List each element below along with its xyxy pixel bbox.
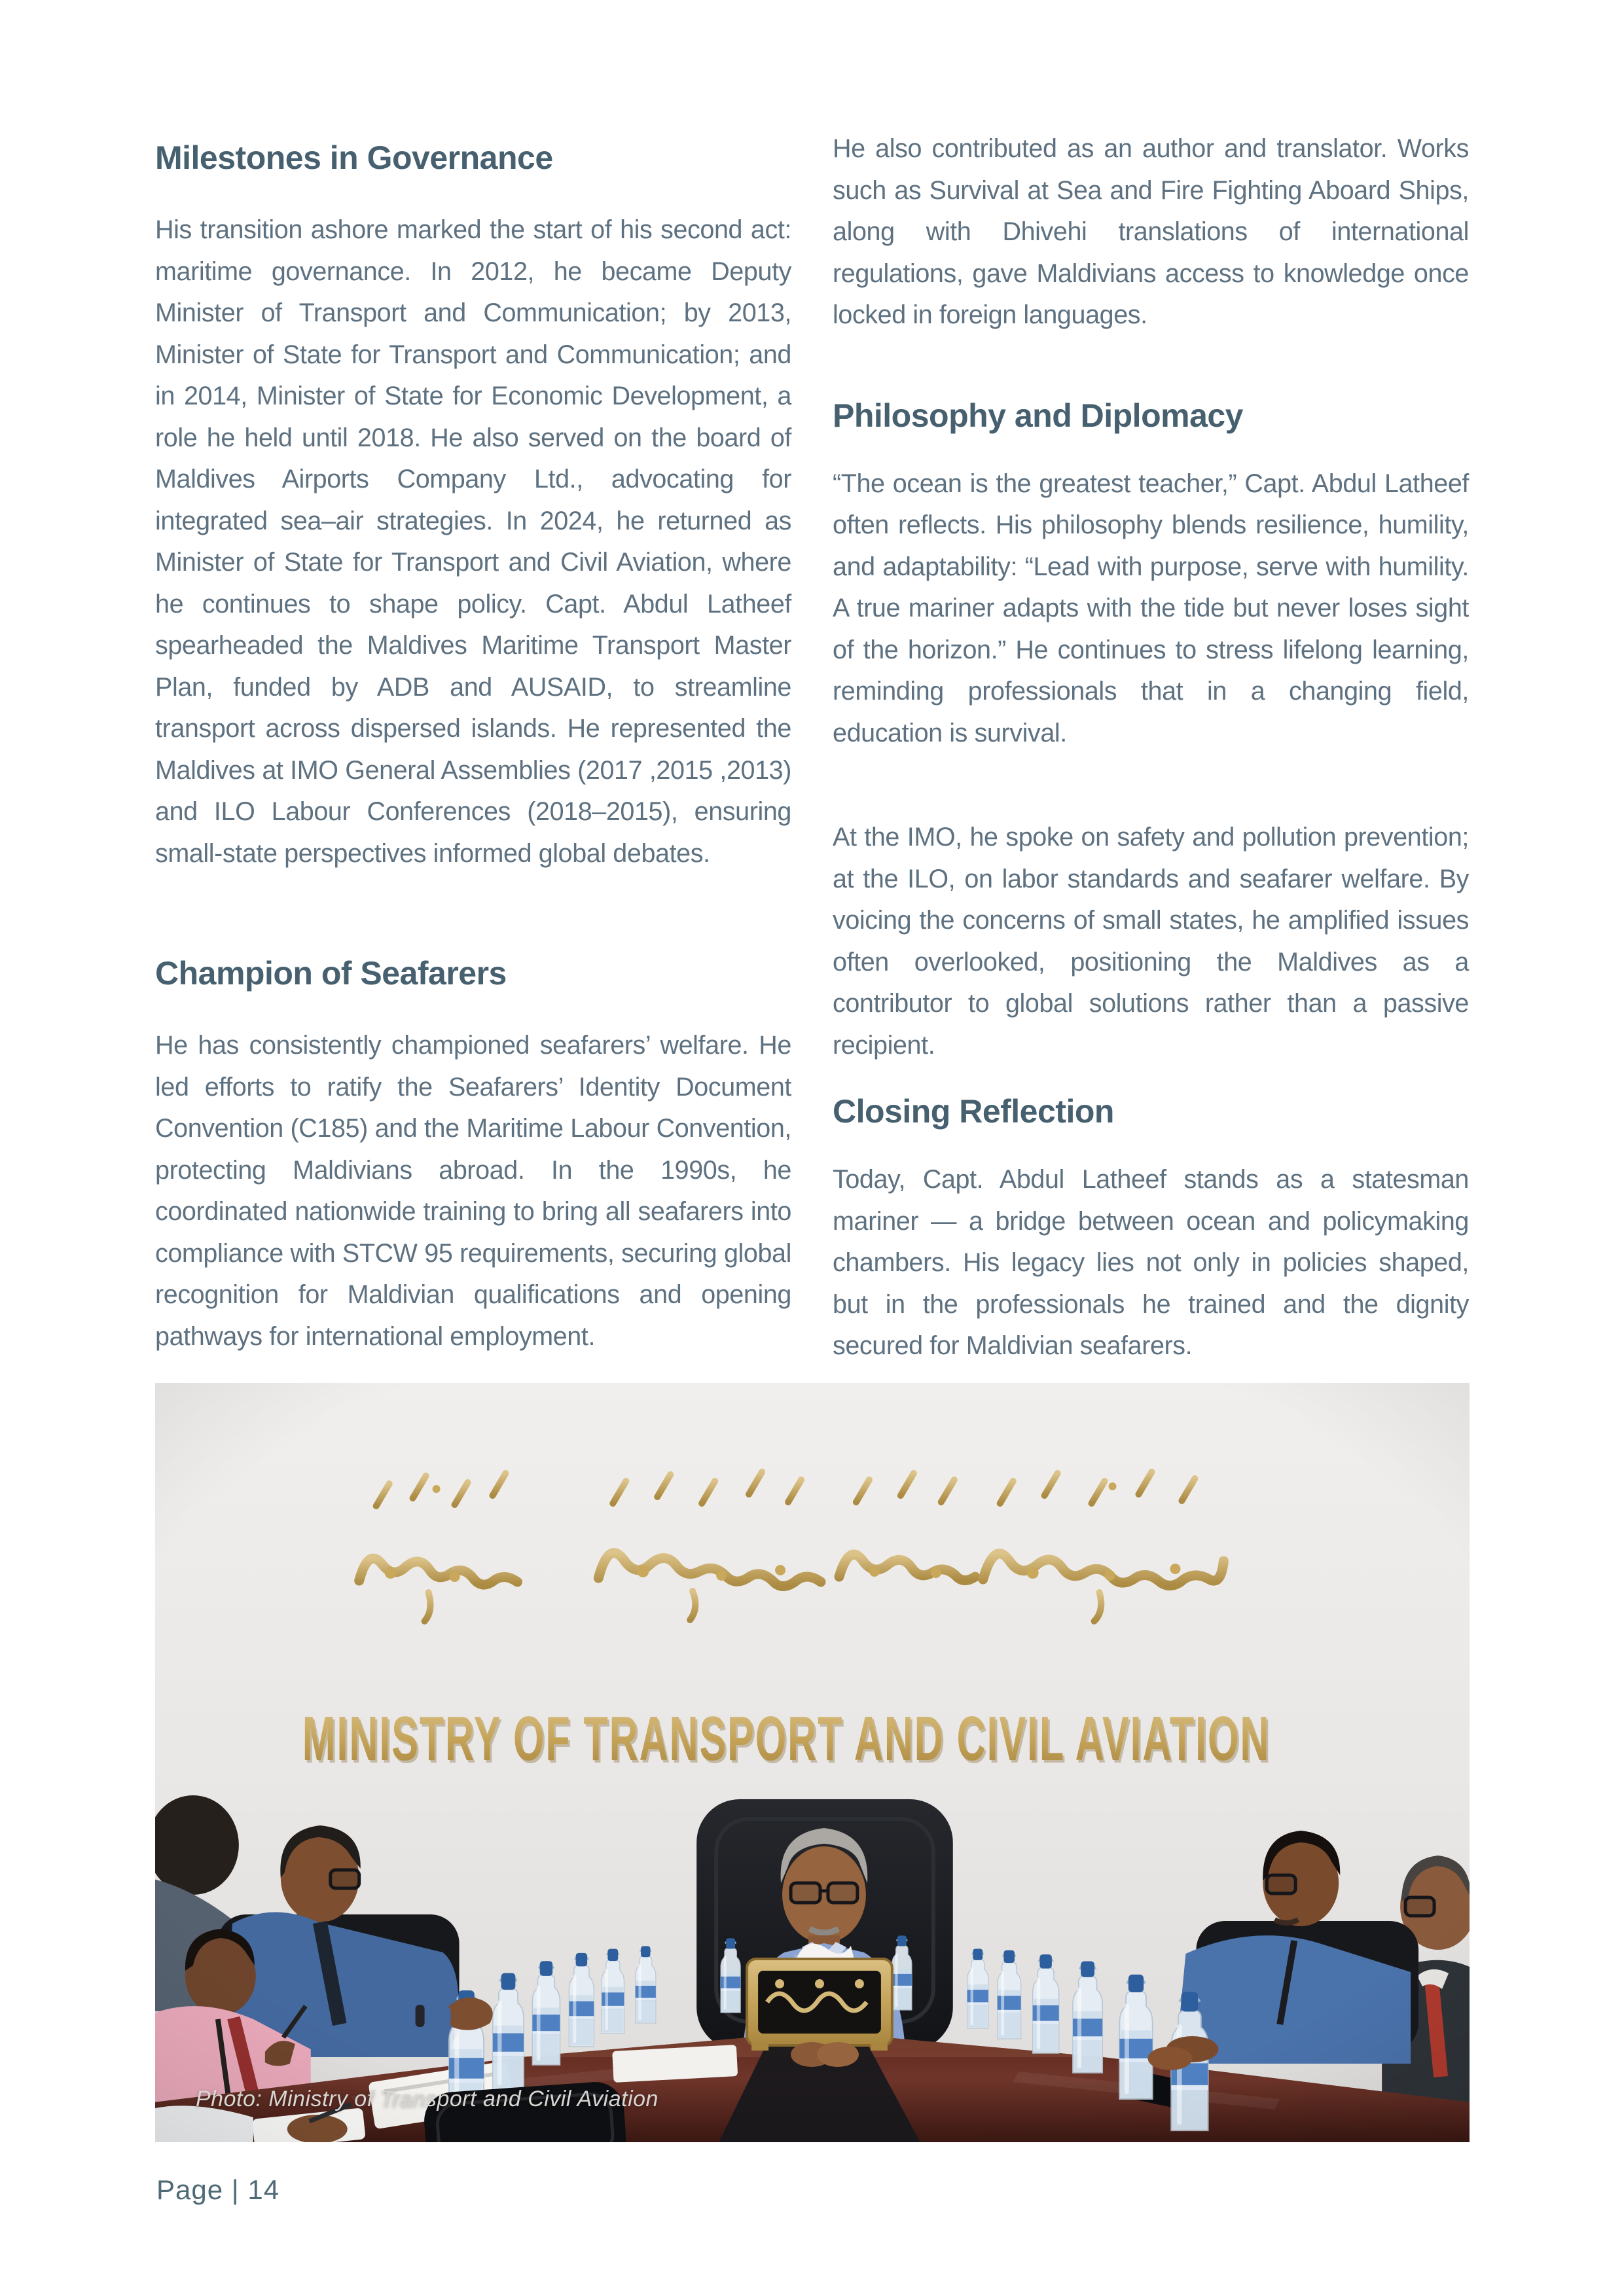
paragraph-philosophy-2: At the IMO, he spoke on safety and pollution prevention; at the ILO, on labor standards and seafarer welfare. By voicing the concerns of small states, he amplified issues often overlooked, positioning the Maldives as a contributor to global solutions rather than a passive recipient.	[833, 823, 1469, 1060]
paragraph-author-translator: He also contributed as an author and translator. Works such as Survival at Sea and Fire Fighting Aboard Ships, along with Dhivehi translations of international regulations, gave Maldivians access to knowledge once locked in foreign languages.	[833, 134, 1469, 329]
heading-closing-reflection: Closing Reflection	[833, 1093, 1114, 1130]
heading-milestones-in-governance: Milestones in Governance	[155, 139, 553, 176]
meeting-photo	[155, 1383, 1470, 2142]
paragraph-philosophy-1: “The ocean is the greatest teacher,” Capt. Abdul Latheef often reflects. His philosophy blends resilience, humility, and adaptability: “Lead with purpose, serve with humility. A true mariner adapts with the tide but never loses sight of the horizon.” He continues to stress lifelong learning, reminding professionals that in a changing field, education is survival.	[833, 469, 1469, 747]
photo-vignette	[155, 1383, 1470, 2142]
meeting-photo-illustration	[155, 1383, 1470, 2142]
page-number: Page | 14	[156, 2174, 280, 2205]
heading-champion-of-seafarers: Champion of Seafarers	[155, 955, 507, 992]
paragraph-closing-1: Today, Capt. Abdul Latheef stands as a statesman mariner — a bridge between ocean and policymaking chambers. His legacy lies not only in policies shaped, but in the professionals he trained and the dignity secured for Maldivian seafarers.	[833, 1165, 1469, 1360]
paragraph-champion: He has consistently championed seafarers’ welfare. He led efforts to ratify the Seafarers’ Identity Document Convention (C185) and the Maritime Labour Convention, protecting Maldivians abroad. In the 1990s, he coordinated nationwide training to bring all seafarers into compliance with STCW 95 requirements, securing global recognition for Maldivian qualifications and opening pathways for international employment.	[155, 1031, 791, 1351]
heading-philosophy-and-diplomacy: Philosophy and Diplomacy	[833, 397, 1243, 434]
left-column	[155, 139, 791, 1357]
paragraph-milestones: His transition ashore marked the start of his second act: maritime governance. In 2012, he became Deputy Minister of Transport and Communication; by 2013, Minister of State for Transport and Communication; and in 2014, Minister of State for Economic Development, a role he held until 2018. He also served on the board of Maldives Airports Company Ltd., advocating for integrated sea–air strategies. In 2024, he returned as Minister of State for Transport and Civil Aviation, where he continues to shape policy. Capt. Abdul Latheef spearheaded the Maldives Maritime Transport Master Plan, funded by ADB and AUSAID, to streamline transport across dispersed islands. He represented the Maldives at IMO General Assemblies (2017 ,2015 ,2013) and ILO Labour Conferences (2018–2015), ensuring small-state perspectives informed global debates.	[155, 215, 791, 868]
photo-caption: Photo: Ministry of Transport and Civil Aviation	[196, 2087, 659, 2111]
